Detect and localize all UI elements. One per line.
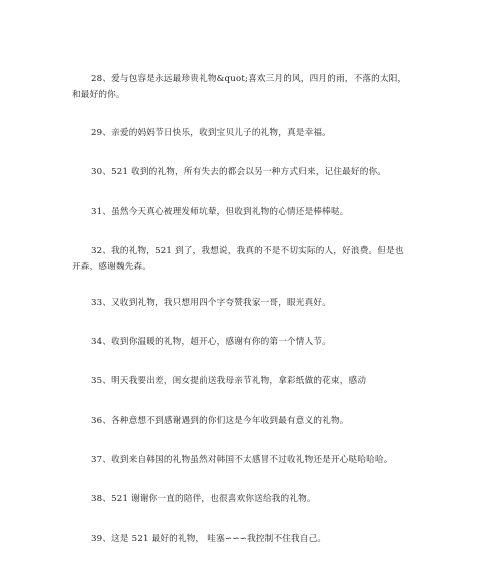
entry-line: 32、我的礼物，521 到了，我想说，我真的不是不切实际的人，好浪费。但是也: [91, 246, 404, 256]
entry-line: 34、收到你温暖的礼物，超开心，感谢有你的第一个情人节。: [91, 337, 331, 347]
list-item: [72, 204, 442, 220]
list-item: [72, 491, 442, 507]
entry-line: 39、这是 521 最好的礼物， 哇塞∽∽∽我控制不住我自己。: [91, 534, 327, 544]
entry-continuation: 开森，感谢魏先森。: [72, 262, 152, 272]
entry-line: 30、521 收到的礼物，所有失去的都会以另一种方式归来，记住最好的你。: [91, 167, 387, 177]
entry-line: 37、收到来自韩国的礼物虽然对韩国不太感冒不过收礼物还是开心哒哈哈哈。: [91, 455, 393, 465]
list-item: [72, 243, 442, 275]
entry-line: 29、亲爱的妈妈节日快乐，收到宝贝儿子的礼物，真是幸福。: [91, 128, 331, 138]
entry-line: 35、明天我要出差，闺女提前送我母亲节礼物，拿彩纸做的花束，感动: [91, 376, 367, 386]
entry-line: 38、521 谢谢你一直的陪伴，也很喜欢你送给我的礼物。: [91, 494, 316, 504]
list-item: [72, 452, 442, 468]
list-item: [72, 71, 442, 103]
entry-line: 28、爱与包容是永远最珍贵礼物&quot;喜欢三月的风，四月的雨，不落的太阳，: [91, 74, 407, 84]
entry-line: 36、各种意想不到感谢遇到的你们这是今年收到最有意义的礼物。: [91, 416, 349, 426]
list-item: [72, 531, 442, 547]
list-item: [72, 334, 442, 350]
list-item: [72, 125, 442, 141]
list-item: [72, 413, 442, 429]
entry-line: 33、又收到礼物，我只想用四个字夸赞我家一哥，眼光真好。: [91, 298, 331, 308]
entry-line: 31、虽然今天真心被理发师坑辇，但收到礼物的心情还是棒棒哒。: [91, 207, 349, 217]
entry-continuation: 和最好的你。: [72, 90, 125, 100]
list-item: [72, 295, 442, 311]
list-item: [72, 373, 442, 389]
list-item: [72, 164, 442, 180]
